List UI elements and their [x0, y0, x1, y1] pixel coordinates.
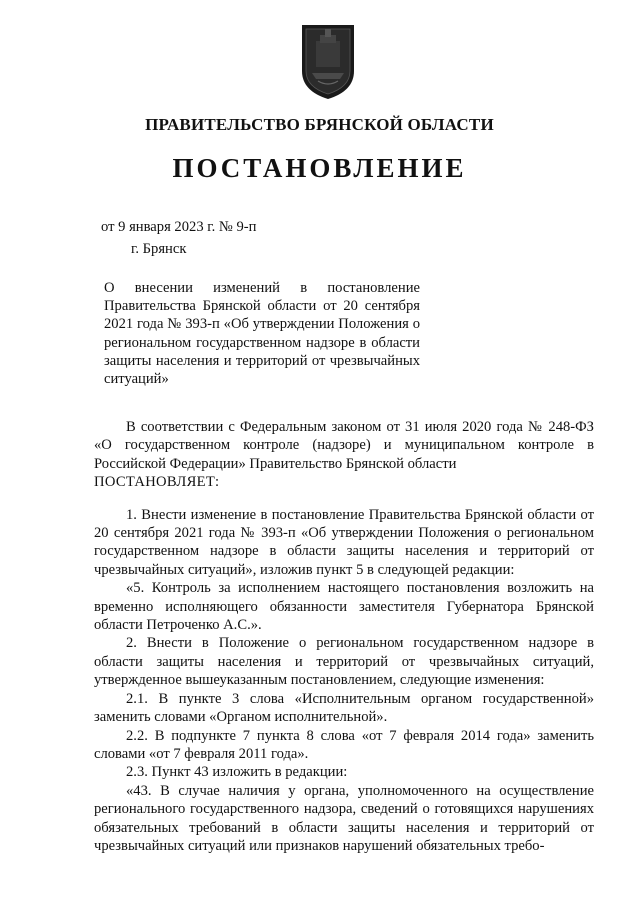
body-paragraph: «5. Контроль за исполнением настоящего постановления возложить на временно исполняющего обязанности заместителя Губернатора Брянской области Петроченко А.С.». — [94, 580, 594, 634]
body-paragraph: 1. Внести изменение в постановление Правительства Брянской области от 20 сентября 2021 года № 393-п «Об утверждении Положения о региональном государственном надзоре в области защиты населения и территорий от чрезвычайных ситуаций», изложив пункт 5 в следующей редакции: — [94, 506, 594, 578]
body-paragraph: «43. В случае наличия у органа, уполномоченного на осуществление регионального государственного надзора, сведений о готовящихся нарушениях обязательных требований в области защиты населения и территорий от чрезвычайных ситуаций или признаков нарушений обязательных требо- — [94, 782, 594, 854]
body-paragraph: 2. Внести в Положение о региональном государственном надзоре в области защиты населения и территорий от чрезвычайных ситуаций, утвержденное вышеуказанным постановлением, следующие изменения: — [94, 635, 594, 689]
city-line: г. Брянск — [131, 241, 187, 257]
body-paragraph: 2.1. В пункте 3 слова «Исполнительным органом государственной» заменить словами «Органом исполнительной». — [94, 690, 594, 726]
organization-title: ПРАВИТЕЛЬСТВО БРЯНСКОЙ ОБЛАСТИ — [145, 115, 494, 134]
date-and-number: от 9 января 2023 г. № 9-п — [101, 219, 257, 235]
document-body — [94, 418, 594, 855]
coat-of-arms-emblem — [296, 21, 360, 101]
document-subject: О внесении изменений в постановление Правительства Брянской области от 20 сентября 2021 года № 393-п «Об утверждении Положения о региональном государственном надзоре в области защиты населения и территорий от чрезвычайных ситуаций» — [104, 280, 420, 388]
body-paragraph: 2.2. В подпункте 7 пункта 8 слова «от 7 февраля 2014 года» заменить словами «от 7 февраля 2011 года». — [94, 727, 594, 762]
decree-word: ПОСТАНОВЛЯЕТ: — [94, 474, 220, 491]
body-paragraph: 2.3. Пункт 43 изложить в редакции: — [126, 764, 348, 781]
document-type-title: ПОСТАНОВЛЕНИЕ — [172, 153, 467, 183]
preamble-paragraph: В соответствии с Федеральным законом от 31 июля 2020 года № 248-ФЗ «О государственном контроле (надзоре) и муниципальном контроле в Российской Федерации» Правительство Брянской области — [94, 419, 594, 472]
